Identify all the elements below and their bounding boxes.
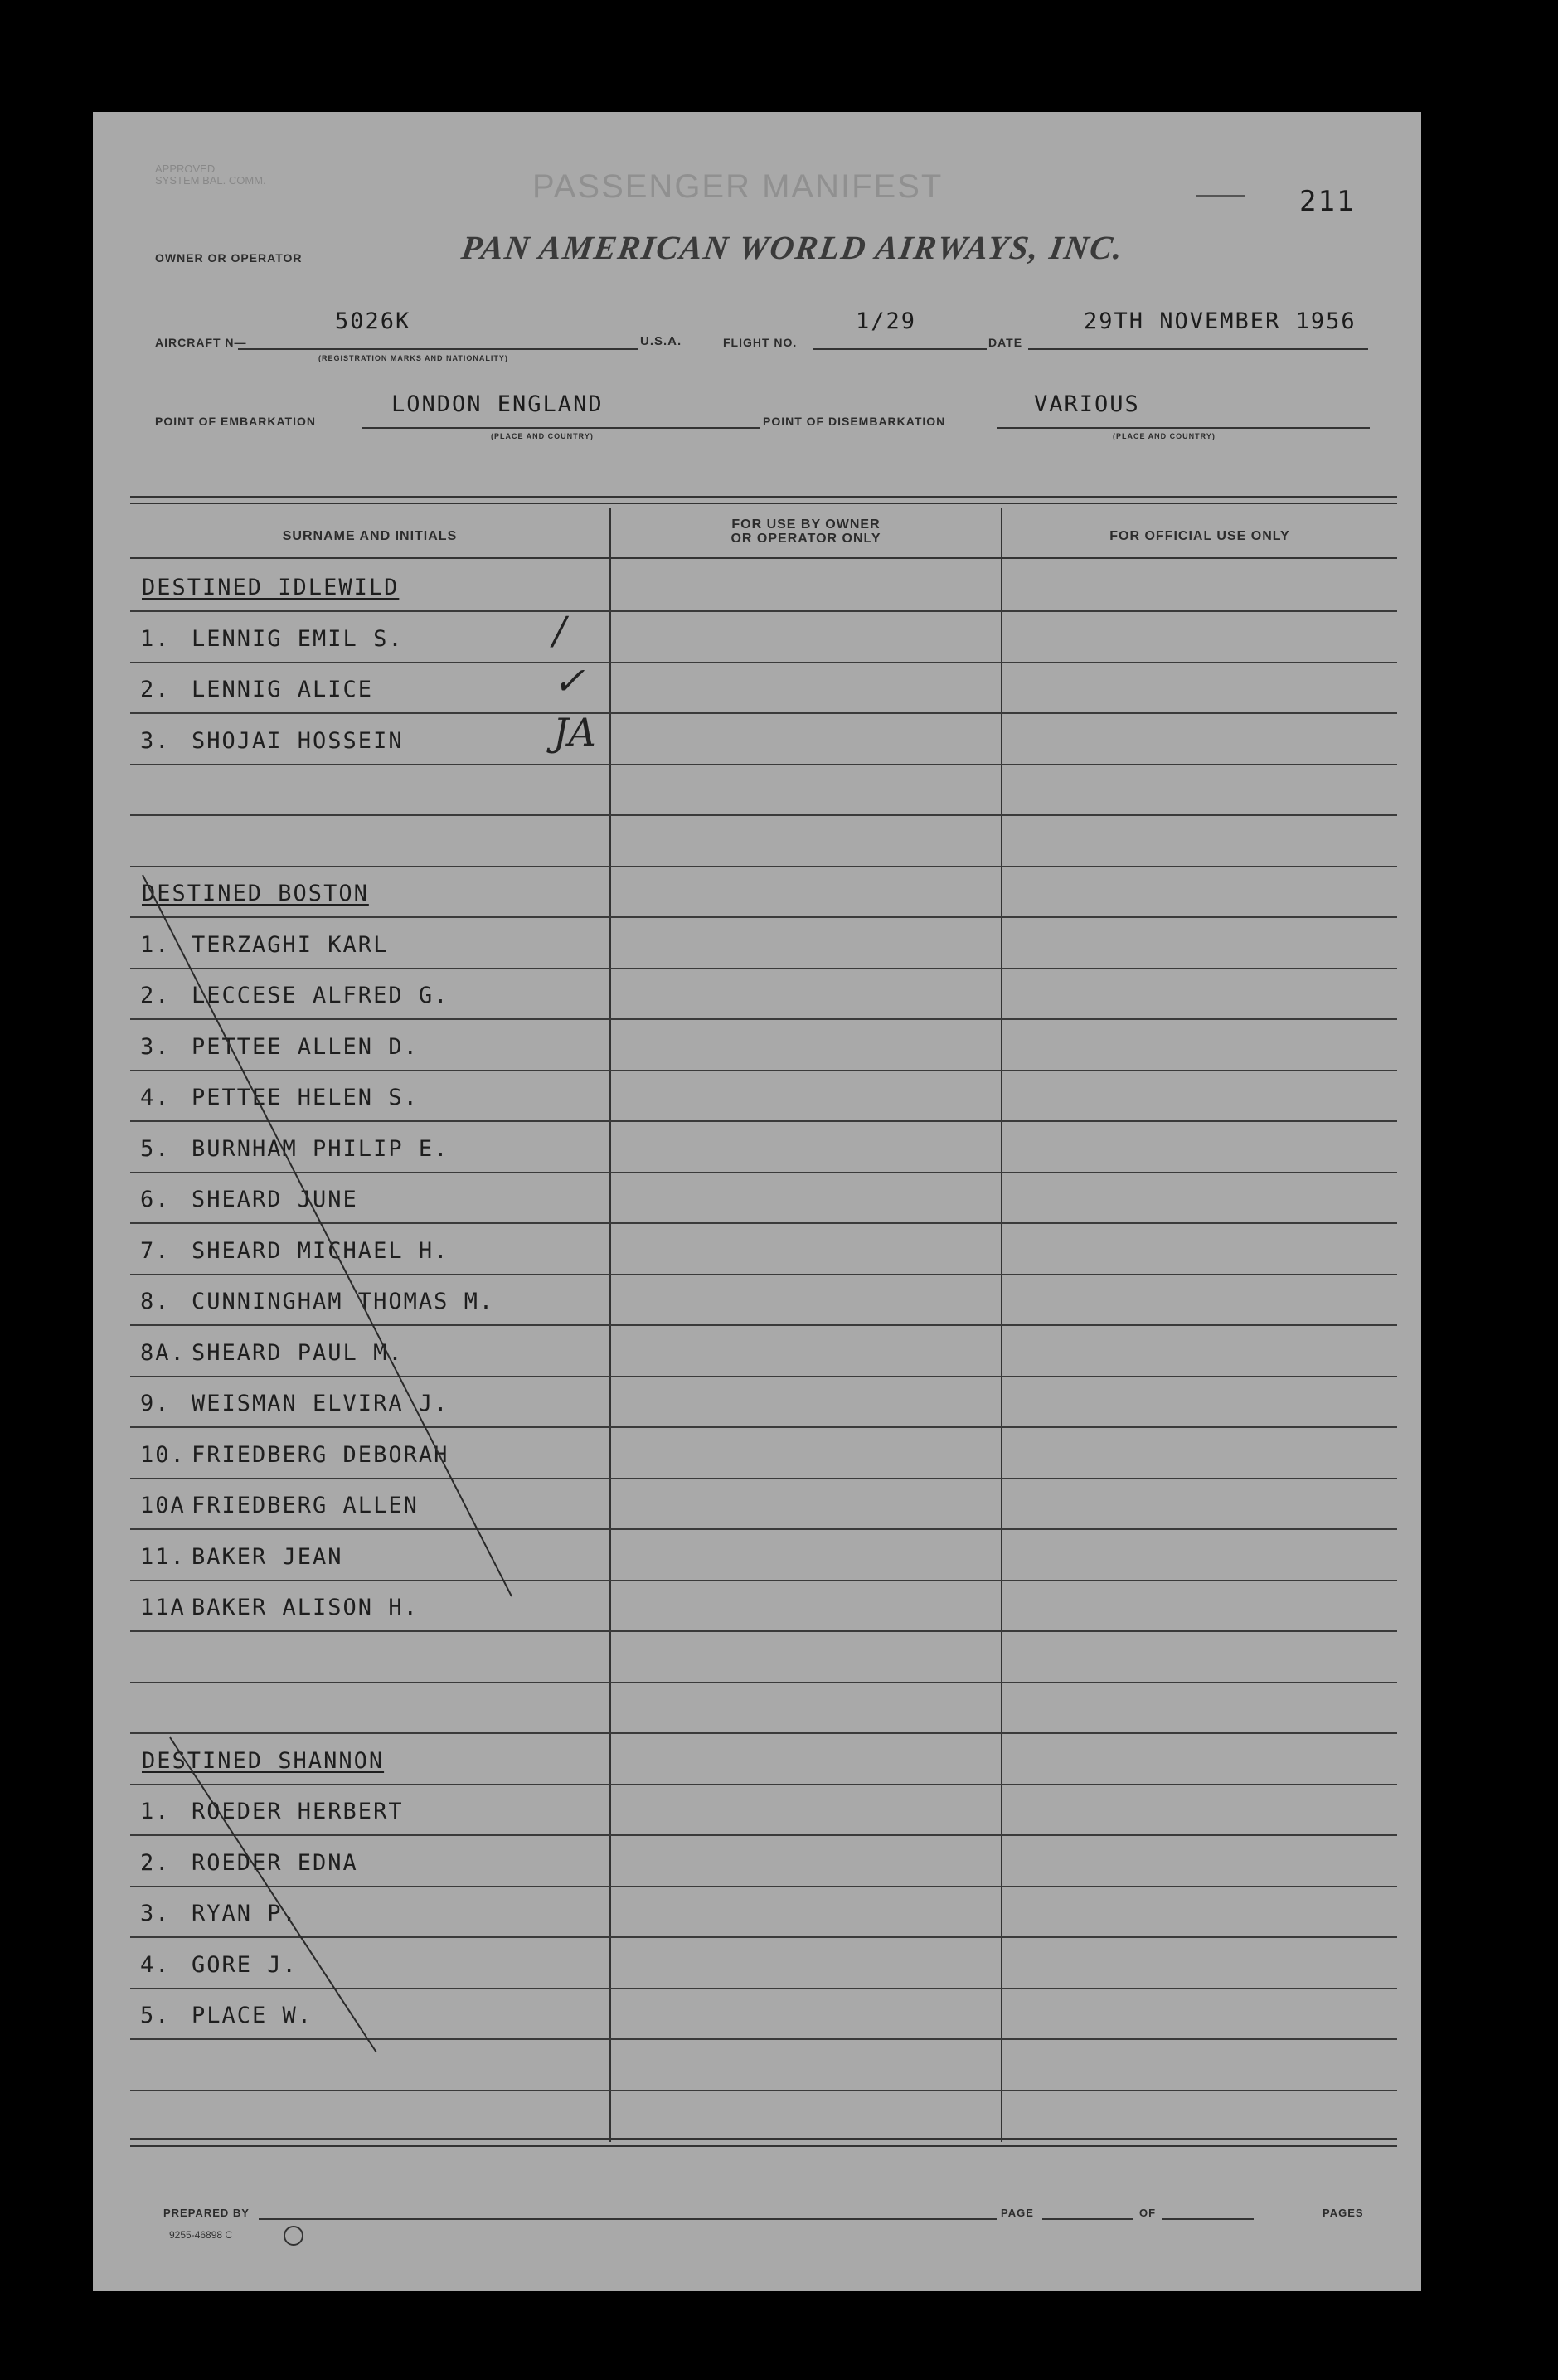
- passenger-name: BURNHAM PHILIP E.: [192, 1135, 449, 1162]
- form-code: 9255-46898 C: [169, 2229, 233, 2241]
- prepared-line: [259, 2218, 997, 2220]
- date-value: 29TH NOVEMBER 1956: [1084, 308, 1357, 334]
- passenger-name: SHOJAI HOSSEIN: [192, 727, 404, 754]
- passenger-name: BAKER ALISON H.: [192, 1595, 419, 1620]
- passenger-number: 10.: [140, 1441, 186, 1468]
- section-title: DESTINED SHANNON: [142, 1747, 385, 1774]
- col-header-surname: SURNAME AND INITIALS: [282, 529, 458, 543]
- date-label: DATE: [988, 336, 1023, 349]
- page-number: 211: [1299, 185, 1356, 218]
- section-title: DESTINED IDLEWILD: [142, 575, 400, 600]
- passenger-name: TERZAGHI KARL: [192, 931, 389, 958]
- disembark-value: VARIOUS: [1034, 391, 1140, 417]
- passenger-name: SHEARD PAUL M.: [192, 1339, 404, 1366]
- embark-label: POINT OF EMBARKATION: [155, 415, 316, 428]
- passenger-number: 11.: [140, 1543, 186, 1570]
- shannon-strike-line: [170, 1737, 376, 2052]
- passenger-name: LECCESE ALFRED G.: [192, 983, 449, 1008]
- union-seal-icon: [284, 2226, 303, 2246]
- flight-label: FLIGHT NO.: [723, 336, 798, 349]
- passenger-name: FRIEDBERG DEBORAH: [192, 1441, 449, 1468]
- manifest-sheet: [93, 112, 1421, 2291]
- passenger-number: 5.: [140, 2003, 171, 2028]
- aircraft-sub: (REGISTRATION MARKS AND NATIONALITY): [318, 354, 508, 362]
- approval-text: APPROVED: [155, 163, 216, 175]
- passenger-number: 2.: [140, 983, 171, 1008]
- company-name: PAN AMERICAN WORLD AIRWAYS, INC.: [459, 229, 1127, 266]
- check-mark: /: [553, 607, 566, 653]
- embark-value: LONDON ENGLAND: [391, 391, 604, 417]
- passenger-name: ROEDER HERBERT: [192, 1799, 404, 1824]
- check-mark: ✓: [553, 658, 585, 703]
- passenger-number: 8.: [140, 1289, 171, 1314]
- usa-label: U.S.A.: [640, 334, 682, 348]
- passenger-name: PETTEE HELEN S.: [192, 1085, 419, 1110]
- check-mark: JA: [553, 709, 596, 755]
- pages-label: PAGES: [1323, 2207, 1364, 2219]
- disembark-label: POINT OF DISEMBARKATION: [763, 415, 946, 428]
- approval-text-2: SYSTEM BAL. COMM.: [155, 174, 266, 187]
- form-title: PASSENGER MANIFEST: [532, 168, 944, 205]
- passenger-name: LENNIG EMIL S.: [192, 625, 404, 652]
- passenger-name: LENNIG ALICE: [192, 677, 374, 702]
- passenger-number: 9.: [140, 1391, 171, 1416]
- passenger-number: 10A: [140, 1493, 186, 1518]
- passenger-number: 4.: [140, 1951, 171, 1978]
- passenger-name: WEISMAN ELVIRA J.: [192, 1391, 449, 1416]
- of-line: [1162, 2218, 1254, 2220]
- passenger-number: 6.: [140, 1187, 171, 1212]
- passenger-number: 1.: [140, 931, 171, 958]
- strike-lines: [93, 112, 1421, 2291]
- passenger-name: PETTEE ALLEN D.: [192, 1033, 419, 1060]
- col-header-owner: FOR USE BY OWNER OR OPERATOR ONLY: [730, 517, 881, 546]
- aircraft-label: AIRCRAFT N—: [155, 336, 247, 349]
- passenger-number: 1.: [140, 1799, 171, 1824]
- page-line: [1042, 2218, 1133, 2220]
- passenger-number: 3.: [140, 727, 171, 754]
- passenger-name: GORE J.: [192, 1951, 298, 1978]
- boston-strike-line: [143, 875, 512, 1596]
- col-header-official: FOR OFFICIAL USE ONLY: [1109, 529, 1290, 543]
- passenger-number: 8A.: [140, 1339, 186, 1366]
- passenger-name: PLACE W.: [192, 2003, 313, 2028]
- passenger-number: 3.: [140, 1901, 171, 1926]
- passenger-number: 2.: [140, 677, 171, 702]
- passenger-number: 11A: [140, 1595, 186, 1620]
- passenger-number: 4.: [140, 1085, 171, 1110]
- passenger-name: CUNNINGHAM THOMAS M.: [192, 1289, 495, 1314]
- passenger-name: BAKER JEAN: [192, 1543, 343, 1570]
- passenger-number: 7.: [140, 1237, 171, 1264]
- embark-sub: (PLACE AND COUNTRY): [491, 432, 594, 440]
- passenger-number: 5.: [140, 1135, 171, 1162]
- prepared-label: PREPARED BY: [163, 2207, 250, 2219]
- passenger-name: SHEARD JUNE: [192, 1187, 358, 1212]
- passenger-name: RYAN P.: [192, 1901, 298, 1926]
- passenger-number: 3.: [140, 1033, 171, 1060]
- disembark-sub: (PLACE AND COUNTRY): [1113, 432, 1216, 440]
- passenger-name: ROEDER EDNA: [192, 1849, 358, 1876]
- passenger-name: FRIEDBERG ALLEN: [192, 1493, 419, 1518]
- passenger-name: SHEARD MICHAEL H.: [192, 1237, 449, 1264]
- aircraft-value: 5026K: [335, 308, 411, 334]
- passenger-number: 1.: [140, 625, 171, 652]
- passenger-number: 2.: [140, 1849, 171, 1876]
- flight-value: 1/29: [856, 308, 917, 334]
- owner-label: OWNER OR OPERATOR: [155, 251, 303, 265]
- page-label: PAGE: [1001, 2207, 1034, 2219]
- of-label: OF: [1139, 2207, 1157, 2219]
- section-title: DESTINED BOSTON: [142, 881, 369, 906]
